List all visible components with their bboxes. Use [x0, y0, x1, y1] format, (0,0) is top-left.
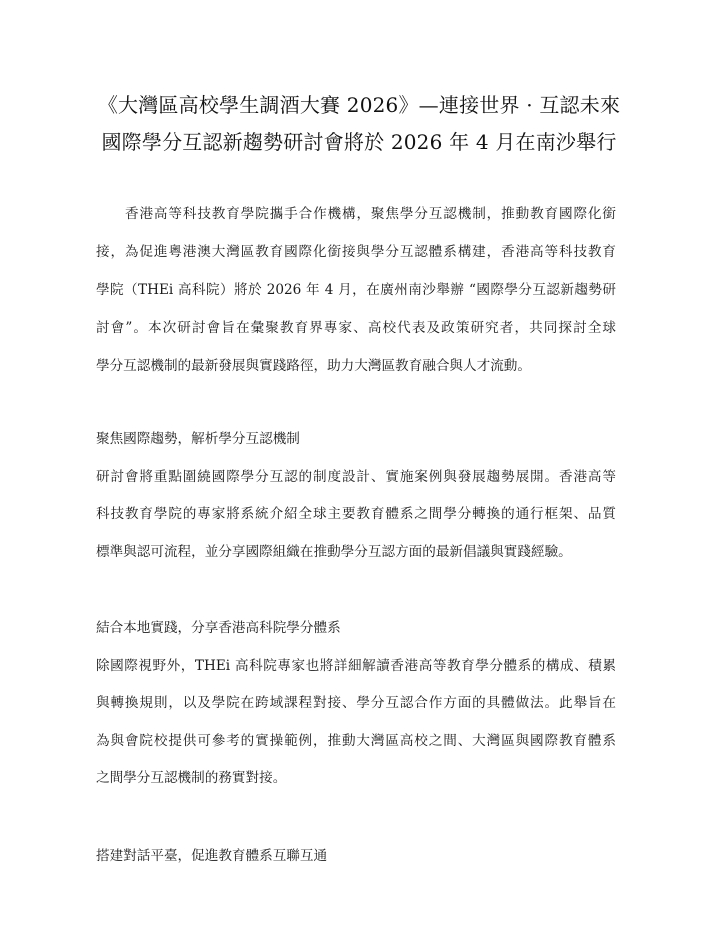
section-line: 標準與認可流程，並分享國際組織在推動學分互認方面的最新倡議與實踐經驗。: [96, 544, 572, 560]
section-heading: 結合本地實踐，分享香港高科院學分體系: [96, 620, 341, 636]
section-heading: 搭建對話平臺，促進教育體系互聯互通: [96, 848, 328, 864]
section-heading: 聚焦國際趨勢，解析學分互認機制: [96, 431, 300, 447]
intro-line: 學院（THEi 高科院）將於 2026 年 4 月，在廣州南沙舉辦 “國際學分互認新趨勢研: [96, 282, 616, 298]
intro-line: 香港高等科技教育學院攜手合作機構，聚焦學分互認機制，推動教育國際化銜: [125, 206, 616, 222]
section-line: 為與會院校提供可參考的實操範例，推動大灣區高校之間、大灣區與國際教育體系: [96, 733, 616, 749]
intro-line: 接，為促進粵港澳大灣區教育國際化銜接與學分互認體系構建，香港高等科技教育: [96, 244, 616, 260]
section-line: 科技教育學院的專家將系統介紹全球主要教育體系之間學分轉換的通行框架、品質: [96, 506, 616, 522]
section-line: 除國際視野外，THEi 高科院專家也將詳細解讀香港高等教育學分體系的構成、積累: [96, 658, 616, 674]
intro-line: 討會”。本次研討會旨在彙聚教育界專家、高校代表及政策研究者，共同探討全球: [96, 320, 616, 336]
title-line-2: 國際學分互認新趨勢研討會將於 2026 年 4 月在南沙舉行: [101, 130, 617, 154]
intro-line: 學分互認機制的最新發展與實踐路徑，助力大灣區教育融合與人才流動。: [96, 358, 531, 374]
title-line-1: 《大灣區高校學生調酒大賽 2026》—連接世界 · 互認未來: [97, 93, 621, 117]
section-line: 研討會將重點圍繞國際學分互認的制度設計、實施案例與發展趨勢展開。香港高等: [96, 469, 616, 485]
section-line: 與轉換規則，以及學院在跨域課程對接、學分互認合作方面的具體做法。此舉旨在: [96, 695, 616, 711]
section-line: 之間學分互認機制的務實對接。: [96, 770, 287, 786]
